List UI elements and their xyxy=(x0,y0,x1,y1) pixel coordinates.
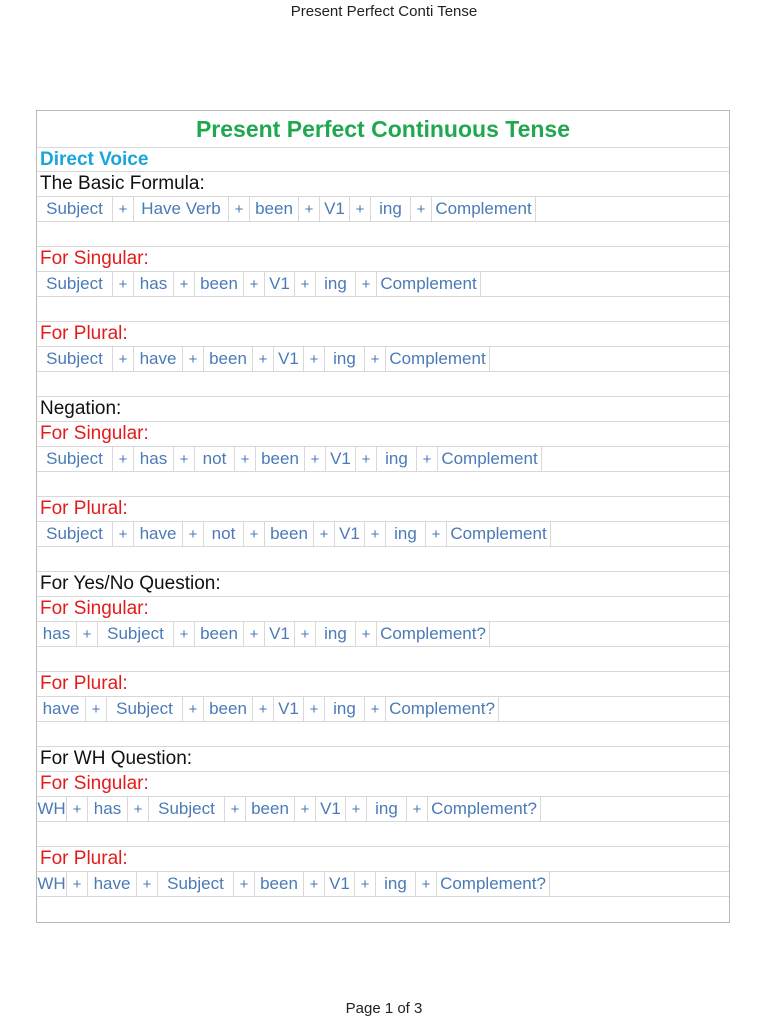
formula-term: been xyxy=(195,622,244,646)
plus-operator: + xyxy=(113,522,134,546)
formula-cells xyxy=(37,697,729,721)
plus-operator: + xyxy=(67,872,88,896)
formula-term: Complement? xyxy=(428,797,541,821)
formula-term: V1 xyxy=(316,797,346,821)
blank-row xyxy=(37,297,729,322)
wh-plural-formula-row xyxy=(37,872,729,897)
negation-heading: Negation: xyxy=(40,398,122,419)
plus-operator: + xyxy=(299,197,320,221)
formula-term: has xyxy=(134,272,174,296)
plus-operator: + xyxy=(346,797,367,821)
wh-heading-row xyxy=(37,747,729,772)
plus-operator: + xyxy=(174,272,195,296)
blank-row xyxy=(37,722,729,747)
formula-cells xyxy=(37,197,729,221)
formula-term: has xyxy=(134,447,174,471)
formula-term: V1 xyxy=(335,522,365,546)
formula-cells xyxy=(37,522,729,546)
formula-cells xyxy=(37,622,729,646)
formula-term: ing xyxy=(376,872,416,896)
wh-heading: For WH Question: xyxy=(40,748,193,769)
neg-singular-formula-row xyxy=(37,447,729,472)
formula-term: V1 xyxy=(265,272,295,296)
formula-term: been xyxy=(250,197,299,221)
formula-cells xyxy=(37,347,729,371)
plus-operator: + xyxy=(113,197,134,221)
formula-term: Complement xyxy=(447,522,551,546)
plus-operator: + xyxy=(244,272,265,296)
yesno-heading: For Yes/No Question: xyxy=(40,573,221,594)
blank-row xyxy=(37,222,729,247)
tense-sheet xyxy=(36,110,730,923)
formula-term: V1 xyxy=(274,697,304,721)
formula-term: ing xyxy=(325,697,365,721)
plus-operator: + xyxy=(416,872,437,896)
singular-label: For Singular: xyxy=(40,248,149,269)
yesno-heading-row xyxy=(37,572,729,597)
formula-term: Subject xyxy=(107,697,183,721)
formula-cells xyxy=(37,872,729,896)
formula-term: Subject xyxy=(37,197,113,221)
plus-operator: + xyxy=(365,697,386,721)
singular-label: For Singular: xyxy=(40,773,149,794)
formula-term: Complement xyxy=(432,197,536,221)
plus-operator: + xyxy=(128,797,149,821)
formula-term: Subject xyxy=(37,522,113,546)
formula-term: been xyxy=(246,797,295,821)
plus-operator: + xyxy=(253,697,274,721)
aff-singular-formula-row xyxy=(37,272,729,297)
yesno-plural-formula-row xyxy=(37,697,729,722)
wh-singular-label-row xyxy=(37,772,729,797)
neg-plural-label-row xyxy=(37,497,729,522)
formula-term: ing xyxy=(367,797,407,821)
aff-plural-label-row xyxy=(37,322,729,347)
formula-term: Complement? xyxy=(386,697,499,721)
plus-operator: + xyxy=(350,197,371,221)
formula-term: ing xyxy=(377,447,417,471)
formula-term: have xyxy=(134,347,183,371)
formula-term: Subject xyxy=(37,447,113,471)
plus-operator: + xyxy=(174,447,195,471)
formula-term: been xyxy=(204,347,253,371)
formula-term: been xyxy=(265,522,314,546)
aff-plural-formula-row xyxy=(37,347,729,372)
formula-term: WH xyxy=(37,797,67,821)
yesno-singular-formula-row xyxy=(37,622,729,647)
formula-term: V1 xyxy=(274,347,304,371)
plus-operator: + xyxy=(183,347,204,371)
plus-operator: + xyxy=(234,872,255,896)
formula-term: been xyxy=(256,447,305,471)
formula-term: Subject xyxy=(149,797,225,821)
plus-operator: + xyxy=(365,347,386,371)
blank-row xyxy=(37,897,729,922)
plus-operator: + xyxy=(304,697,325,721)
formula-term: ing xyxy=(316,622,356,646)
formula-term: Complement? xyxy=(377,622,490,646)
plural-label: For Plural: xyxy=(40,673,128,694)
plus-operator: + xyxy=(426,522,447,546)
plus-operator: + xyxy=(305,447,326,471)
formula-term: not xyxy=(204,522,244,546)
title-row xyxy=(37,111,729,148)
formula-cells xyxy=(37,272,729,296)
voice-row xyxy=(37,148,729,172)
formula-term: Subject xyxy=(37,272,113,296)
plural-label: For Plural: xyxy=(40,498,128,519)
plural-label: For Plural: xyxy=(40,323,128,344)
formula-term: Subject xyxy=(37,347,113,371)
neg-singular-label-row xyxy=(37,422,729,447)
singular-label: For Singular: xyxy=(40,598,149,619)
plus-operator: + xyxy=(417,447,438,471)
plus-operator: + xyxy=(229,197,250,221)
basic-heading-row xyxy=(37,172,729,197)
blank-row xyxy=(37,647,729,672)
formula-term: V1 xyxy=(326,447,356,471)
plus-operator: + xyxy=(174,622,195,646)
plus-operator: + xyxy=(113,347,134,371)
formula-term: have xyxy=(134,522,183,546)
plus-operator: + xyxy=(244,622,265,646)
plus-operator: + xyxy=(67,797,88,821)
formula-term: Complement xyxy=(377,272,481,296)
wh-singular-formula-row xyxy=(37,797,729,822)
formula-term: ing xyxy=(386,522,426,546)
voice-heading: Direct Voice xyxy=(40,148,149,170)
singular-label: For Singular: xyxy=(40,423,149,444)
yesno-singular-label-row xyxy=(37,597,729,622)
page-header: Present Perfect Conti Tense xyxy=(290,3,478,20)
formula-term: V1 xyxy=(325,872,355,896)
plus-operator: + xyxy=(137,872,158,896)
formula-term: been xyxy=(255,872,304,896)
plus-operator: + xyxy=(86,697,107,721)
formula-term: Complement? xyxy=(437,872,550,896)
plus-operator: + xyxy=(295,622,316,646)
formula-cells xyxy=(37,797,729,821)
plus-operator: + xyxy=(356,272,377,296)
plus-operator: + xyxy=(295,797,316,821)
formula-term: V1 xyxy=(320,197,350,221)
formula-term: WH xyxy=(37,872,67,896)
formula-term: been xyxy=(204,697,253,721)
blank-row xyxy=(37,822,729,847)
plus-operator: + xyxy=(295,272,316,296)
wh-plural-label-row xyxy=(37,847,729,872)
formula-cells xyxy=(37,447,729,471)
plus-operator: + xyxy=(113,447,134,471)
plural-label: For Plural: xyxy=(40,848,128,869)
plus-operator: + xyxy=(77,622,98,646)
page-footer: Page 1 of 3 xyxy=(345,1000,423,1017)
formula-term: Complement xyxy=(438,447,542,471)
plus-operator: + xyxy=(304,872,325,896)
plus-operator: + xyxy=(235,447,256,471)
formula-term: have xyxy=(88,872,137,896)
plus-operator: + xyxy=(225,797,246,821)
formula-term: Have Verb xyxy=(134,197,229,221)
plus-operator: + xyxy=(244,522,265,546)
negation-heading-row xyxy=(37,397,729,422)
formula-term: ing xyxy=(325,347,365,371)
formula-term: Subject xyxy=(98,622,174,646)
formula-term: Complement xyxy=(386,347,490,371)
plus-operator: + xyxy=(411,197,432,221)
plus-operator: + xyxy=(356,447,377,471)
plus-operator: + xyxy=(365,522,386,546)
plus-operator: + xyxy=(253,347,274,371)
neg-plural-formula-row xyxy=(37,522,729,547)
formula-term: not xyxy=(195,447,235,471)
blank-row xyxy=(37,472,729,497)
plus-operator: + xyxy=(356,622,377,646)
formula-term: V1 xyxy=(265,622,295,646)
blank-row xyxy=(37,547,729,572)
formula-term: ing xyxy=(371,197,411,221)
formula-term: ing xyxy=(316,272,356,296)
basic-formula-row xyxy=(37,197,729,222)
plus-operator: + xyxy=(113,272,134,296)
sheet-title: Present Perfect Continuous Tense xyxy=(195,115,571,142)
formula-term: been xyxy=(195,272,244,296)
plus-operator: + xyxy=(314,522,335,546)
plus-operator: + xyxy=(407,797,428,821)
plus-operator: + xyxy=(304,347,325,371)
basic-formula-heading: The Basic Formula: xyxy=(40,173,205,194)
formula-term: has xyxy=(88,797,128,821)
formula-term: have xyxy=(37,697,86,721)
blank-row xyxy=(37,372,729,397)
plus-operator: + xyxy=(183,522,204,546)
aff-singular-label-row xyxy=(37,247,729,272)
plus-operator: + xyxy=(355,872,376,896)
yesno-plural-label-row xyxy=(37,672,729,697)
formula-term: has xyxy=(37,622,77,646)
plus-operator: + xyxy=(183,697,204,721)
formula-term: Subject xyxy=(158,872,234,896)
